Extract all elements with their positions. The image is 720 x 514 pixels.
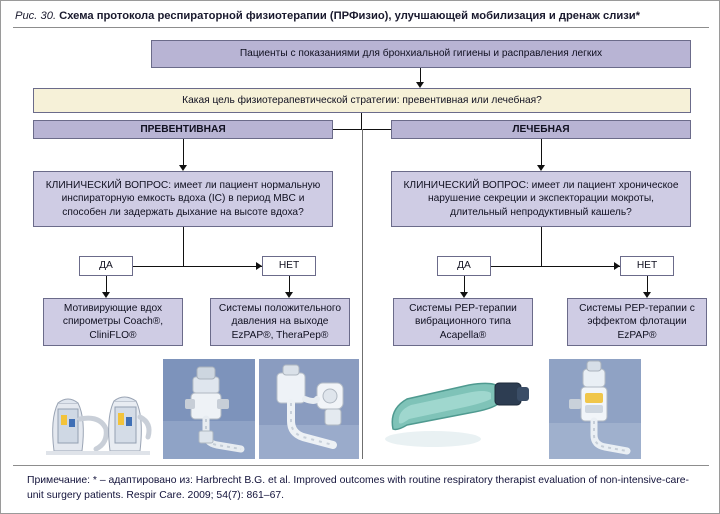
result-box-2: Системы положительного давления на выходе EzPAP®, TheraPep® <box>210 298 350 346</box>
clinical-question-right-box: КЛИНИЧЕСКИЙ ВОПРОС: имеет ли пациент хроническое нарушение секреции и экспекторации мокроты, длительный непродуктивный кашель? <box>391 171 691 227</box>
top-indication-box: Пациенты с показаниями для бронхиальной гигиены и расправления легких <box>151 40 691 68</box>
incentive-spirometers-photo <box>36 359 158 459</box>
answer-yes-right-box: ДА <box>437 256 491 276</box>
ezpap-device-photo <box>549 359 641 459</box>
note-divider <box>13 465 709 466</box>
connector-right-mid-down <box>541 245 542 266</box>
answer-yes-left-box: ДА <box>79 256 133 276</box>
answer-no-right-box: НЕТ <box>620 256 674 276</box>
branch-preventive-box: ПРЕВЕНТИВНАЯ <box>33 120 333 139</box>
mouthpiece-valve-photo <box>259 359 359 464</box>
connector-right-clinical-down <box>541 227 542 245</box>
acapella-bottle-photo <box>373 359 543 459</box>
figure-number: Рис. 30. <box>15 10 57 22</box>
connector-preventive-down <box>183 139 184 167</box>
goal-question-box: Какая цель физиотерапевтической стратегии: превентивная или лечебная? <box>33 88 691 113</box>
branch-therapeutic-box: ЛЕЧЕБНАЯ <box>391 120 691 139</box>
result-box-1: Мотивирующие вдох спирометры Coach®, CliniFLO® <box>43 298 183 346</box>
result-box-4: Системы PEP-терапии с эффектом флотации EzPAP® <box>567 298 707 346</box>
pep-device-photo <box>163 359 255 459</box>
answer-no-left-box: НЕТ <box>262 256 316 276</box>
connector-question-down <box>361 113 362 129</box>
result-box-3: Системы PEP-терапии вибрационного типа Acapella® <box>393 298 533 346</box>
figure-note: Примечание: * – адаптировано из: Harbrecht B.G. et al. Improved outcomes with routine respiratory therapist evaluation of non-intensive-care-unit surgery patients. Respir Care. 2009; 54(7): 861–67. <box>27 475 690 502</box>
caption-divider-top <box>13 27 709 28</box>
connector-left-mid-down <box>183 245 184 266</box>
center-divider <box>362 129 363 459</box>
clinical-question-left-box: КЛИНИЧЕСКИЙ ВОПРОС: имеет ли пациент нормальную инспираторную емкость вдоха (IC) в период MBC и способен ли задержать дыхание на высоте вдоха? <box>33 171 333 227</box>
connector-left-clinical-down <box>183 227 184 245</box>
figure-title: Схема протокола респираторной физиотерапии (ПРФизио), улучшающей мобилизация и дренаж слизи* <box>59 10 641 22</box>
connector-therapeutic-down <box>541 139 542 167</box>
figure-caption <box>15 9 709 23</box>
